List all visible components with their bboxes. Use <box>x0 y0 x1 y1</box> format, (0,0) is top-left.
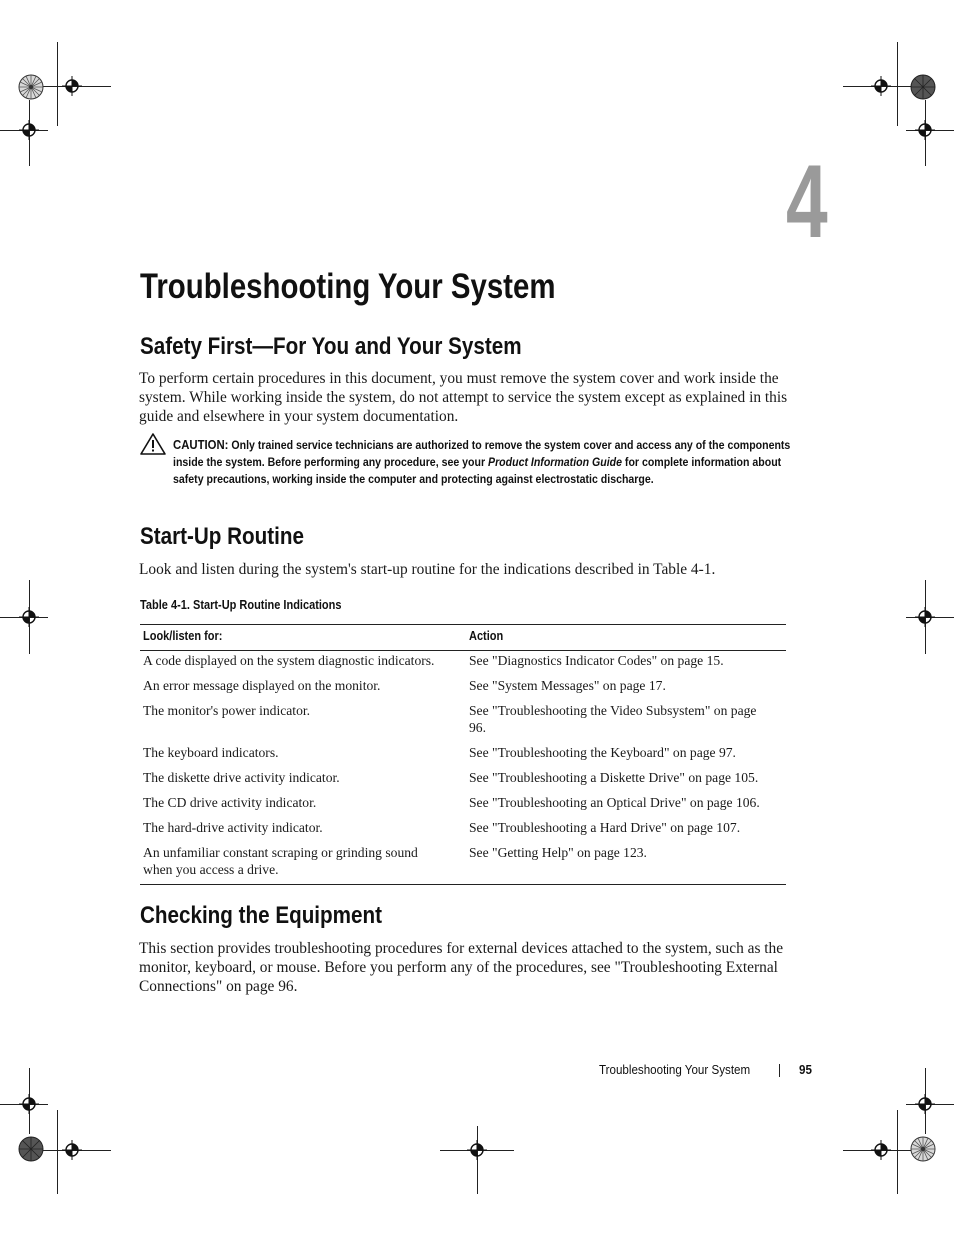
registration-target-icon <box>871 1140 891 1160</box>
section-heading-startup: Start-Up Routine <box>140 523 304 550</box>
registration-target-icon <box>19 120 39 140</box>
table-cell: See "Troubleshooting a Hard Drive" on page 107. <box>469 820 741 835</box>
chapter-number: 4 <box>786 144 828 260</box>
caution-text: Only trained service technicians are authorized to remove the system cover and access any of the components inside the system. Before performing any procedure, see your <box>173 438 791 469</box>
table-header-look: Look/listen for: <box>143 629 223 643</box>
warning-triangle-icon <box>139 432 167 456</box>
footer-divider <box>779 1064 780 1077</box>
table-cell: See "Troubleshooting an Optical Drive" on page 106. <box>469 795 760 810</box>
registration-target-icon <box>62 1140 82 1160</box>
table-cell: The keyboard indicators. <box>143 745 279 760</box>
table-cell: An unfamiliar constant scraping or grinding sound when you access a drive. <box>143 845 418 877</box>
table-cell: A code displayed on the system diagnostic indicators. <box>143 653 435 668</box>
table-cell: The CD drive activity indicator. <box>143 795 317 810</box>
caution-note <box>173 436 792 488</box>
table-cell: The monitor's power indicator. <box>143 703 311 718</box>
table-cell: See "Getting Help" on page 123. <box>469 845 647 860</box>
registration-dial-icon <box>910 74 936 100</box>
crop-line <box>57 42 58 126</box>
table-header-action: Action <box>469 629 504 643</box>
registration-dial-icon <box>18 1136 44 1162</box>
registration-target-icon <box>467 1140 487 1160</box>
caution-label: CAUTION: <box>173 437 229 452</box>
crop-line <box>897 1110 898 1194</box>
registration-target-icon <box>915 120 935 140</box>
table-cell: See "System Messages" on page 17. <box>469 678 666 693</box>
table-rule <box>140 884 786 885</box>
table-cell: An error message displayed on the monitor. <box>143 678 381 693</box>
table-cell: The diskette drive activity indicator. <box>143 770 340 785</box>
registration-target-icon <box>871 76 891 96</box>
safety-paragraph: To perform certain procedures in this document, you must remove the system cover and work inside the system. While working inside the system, do not attempt to service the system except as explained in this guide and elsewhere in your system documentation. <box>139 370 788 426</box>
registration-dial-icon <box>910 1136 936 1162</box>
registration-target-icon <box>19 607 39 627</box>
registration-target-icon <box>915 607 935 627</box>
section-heading-equipment: Checking the Equipment <box>140 902 382 929</box>
table-cell: See "Troubleshooting the Video Subsystem" on page 96. <box>469 703 757 735</box>
table-rule <box>140 624 786 625</box>
registration-dial-icon <box>18 74 44 100</box>
caution-guide-name: Product Information Guide <box>488 455 622 469</box>
page-title: Troubleshooting Your System <box>140 267 556 306</box>
page-number: 95 <box>799 1062 812 1077</box>
registration-target-icon <box>19 1094 39 1114</box>
crop-line <box>57 1110 58 1194</box>
table-rule <box>140 650 786 651</box>
registration-target-icon <box>62 76 82 96</box>
section-heading-safety: Safety First—For You and Your System <box>140 333 522 360</box>
registration-target-icon <box>915 1094 935 1114</box>
caution-text-end: for complete information about safety precautions, working inside the computer and protecting against electrostatic discharge. <box>173 455 782 486</box>
crop-line <box>897 42 898 126</box>
crop-line <box>477 1126 478 1194</box>
footer-title: Troubleshooting Your System <box>599 1062 751 1077</box>
table-cell: The hard-drive activity indicator. <box>143 820 323 835</box>
table-cell: See "Troubleshooting the Keyboard" on page 97. <box>469 745 736 760</box>
startup-paragraph: Look and listen during the system's start-up routine for the indications described in Table 4-1. <box>139 561 716 578</box>
table-cell: See "Troubleshooting a Diskette Drive" on page 105. <box>469 770 759 785</box>
table-caption: Table 4-1. Start-Up Routine Indications <box>140 598 342 612</box>
table-cell: See "Diagnostics Indicator Codes" on page 15. <box>469 653 724 668</box>
equipment-paragraph: This section provides troubleshooting procedures for external devices attached to the system, such as the monitor, keyboard, or mouse. Before you perform any of the procedures, see "Troubleshooting External Connections" on page 96. <box>139 940 784 996</box>
